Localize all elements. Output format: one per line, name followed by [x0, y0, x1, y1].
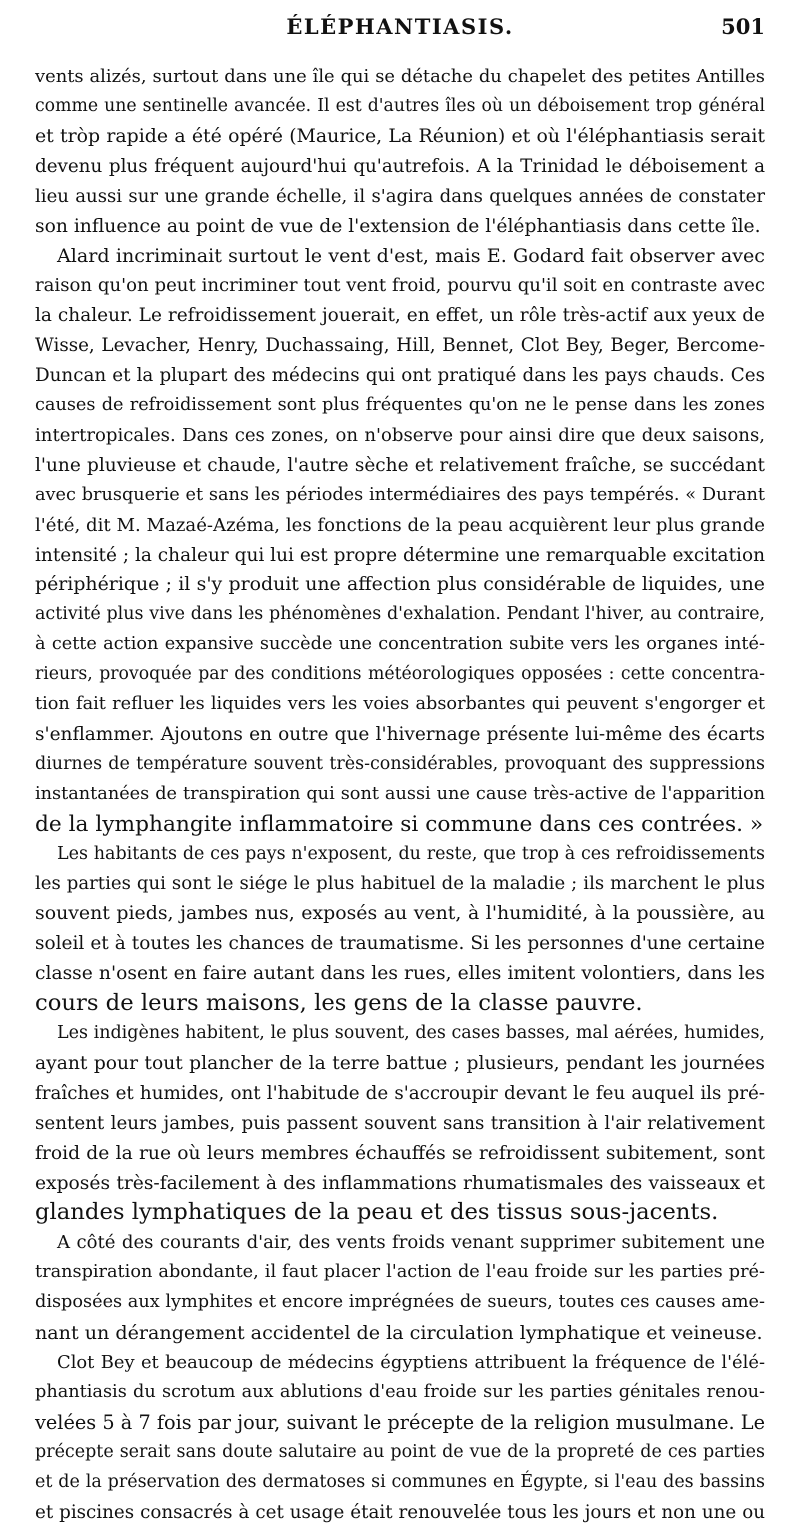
- text-line: de la lymphangite inflammatoire si commune dans ces contrées. »: [35, 810, 765, 840]
- text-line: causes de refroidissement sont plus fréquentes qu'on ne le pense dans les zones: [35, 391, 765, 421]
- text-line: s'enflammer. Ajoutons en outre que l'hivernage présente lui-même des écarts: [35, 720, 765, 750]
- text-line: exposés très-facilement à des inflammations rhumatismales des vaisseaux et: [35, 1169, 765, 1199]
- text-line: velées 5 à 7 fois par jour, suivant le précepte de la religion musulmane. Le: [35, 1408, 765, 1438]
- text-line: Clot Bey et beaucoup de médecins égyptiens attribuent la fréquence de l'élé-: [35, 1348, 765, 1378]
- text-line: soleil et à toutes les chances de traumatisme. Si les personnes d'une certaine: [35, 929, 765, 959]
- text-line: avec brusquerie et sans les périodes intermédiaires des pays tempérés. « Durant: [35, 481, 765, 511]
- text-line: glandes lymphatiques de la peau et des tissus sous-jacents.: [35, 1198, 765, 1228]
- running-title: ÉLÉPHANTIASIS.: [35, 14, 765, 39]
- text-line: Les habitants de ces pays n'exposent, du reste, que trop à ces refroidissements: [35, 840, 765, 870]
- text-line: intensité ; la chaleur qui lui est propre détermine une remarquable excitation: [35, 541, 765, 571]
- text-line: intertropicales. Dans ces zones, on n'observe pour ainsi dire que deux saisons,: [35, 421, 765, 451]
- text-line: fraîches et humides, ont l'habitude de s'accroupir devant le feu auquel ils pré-: [35, 1079, 765, 1109]
- text-line: tion fait refluer les liquides vers les voies absorbantes qui peuvent s'engorger et: [35, 690, 765, 720]
- text-line: sentent leurs jambes, puis passent souvent sans transition à l'air relativement: [35, 1109, 765, 1139]
- page-header: [35, 4, 765, 40]
- text-line: instantanées de transpiration qui sont aussi une cause très-active de l'apparition: [35, 780, 765, 810]
- text-line: comme une sentinelle avancée. Il est d'autres îles où un déboisement trop général: [35, 92, 765, 122]
- page-number: 501: [721, 14, 765, 39]
- text-line: raison qu'on peut incriminer tout vent froid, pourvu qu'il soit en contraste avec: [35, 271, 765, 301]
- text-line: cours de leurs maisons, les gens de la classe pauvre.: [35, 989, 765, 1019]
- text-line: lieu aussi sur une grande échelle, il s'agira dans quelques années de constater: [35, 182, 765, 212]
- text-line: disposées aux lymphites et encore imprégnées de sueurs, toutes ces causes ame-: [35, 1288, 765, 1318]
- text-line: vents alizés, surtout dans une île qui se détache du chapelet des petites Antilles: [35, 62, 765, 92]
- text-line: Duncan et la plupart des médecins qui ont pratiqué dans les pays chauds. Ces: [35, 361, 765, 391]
- text-line: phantiasis du scrotum aux ablutions d'eau froide sur les parties génitales renou-: [35, 1378, 765, 1408]
- text-line: périphérique ; il s'y produit une affection plus considérable de liquides, une: [35, 570, 765, 600]
- text-line: l'été, dit M. Mazaé-Azéma, les fonctions de la peau acquièrent leur plus grande: [35, 511, 765, 541]
- text-line: la chaleur. Le refroidissement jouerait, en effet, un rôle très-actif aux yeux de: [35, 301, 765, 331]
- body-text: [35, 62, 765, 1527]
- text-line: rieurs, provoquée par des conditions météorologiques opposées : cette concentra-: [35, 660, 765, 690]
- text-line: diurnes de température souvent très-considérables, provoquant des suppressions: [35, 750, 765, 780]
- text-line: nant un dérangement accidentel de la circulation lymphatique et veineuse.: [35, 1318, 765, 1348]
- text-line: l'une pluvieuse et chaude, l'autre sèche et relativement fraîche, se succédant: [35, 451, 765, 481]
- text-line: Wisse, Levacher, Henry, Duchassaing, Hill, Bennet, Clot Bey, Beger, Bercome-: [35, 331, 765, 361]
- text-line: Alard incriminait surtout le vent d'est, mais E. Godard fait observer avec: [35, 241, 765, 271]
- text-line: Les indigènes habitent, le plus souvent, des cases basses, mal aérées, humides,: [35, 1019, 765, 1049]
- text-line: souvent pieds, jambes nus, exposés au vent, à l'humidité, à la poussière, au: [35, 899, 765, 929]
- text-line: les parties qui sont le siége le plus habituel de la maladie ; ils marchent le plus: [35, 869, 765, 899]
- text-line: transpiration abondante, il faut placer l'action de l'eau froide sur les parties pré-: [35, 1258, 765, 1288]
- text-line: précepte serait sans doute salutaire au point de vue de la propreté de ces parties: [35, 1438, 765, 1468]
- text-line: à cette action expansive succède une concentration subite vers les organes inté-: [35, 630, 765, 660]
- text-line: activité plus vive dans les phénomènes d'exhalation. Pendant l'hiver, au contraire,: [35, 600, 765, 630]
- text-line: et tròp rapide a été opéré (Maurice, La Réunion) et où l'éléphantiasis serait: [35, 122, 765, 152]
- text-line: et de la préservation des dermatoses si communes en Égypte, si l'eau des bassins: [35, 1468, 765, 1498]
- text-line: ayant pour tout plancher de la terre battue ; plusieurs, pendant les journées: [35, 1049, 765, 1079]
- text-line: A côté des courants d'air, des vents froids venant supprimer subitement une: [35, 1228, 765, 1258]
- text-line: devenu plus fréquent aujourd'hui qu'autrefois. A la Trinidad le déboisement a: [35, 152, 765, 182]
- text-line: son influence au point de vue de l'extension de l'éléphantiasis dans cette île.: [35, 212, 765, 242]
- text-line: classe n'osent en faire autant dans les rues, elles imitent volontiers, dans les: [35, 959, 765, 989]
- text-line: froid de la rue où leurs membres échauffés se refroidissent subitement, sont: [35, 1139, 765, 1169]
- text-line: et piscines consacrés à cet usage était renouvelée tous les jours et non une ou: [35, 1498, 765, 1527]
